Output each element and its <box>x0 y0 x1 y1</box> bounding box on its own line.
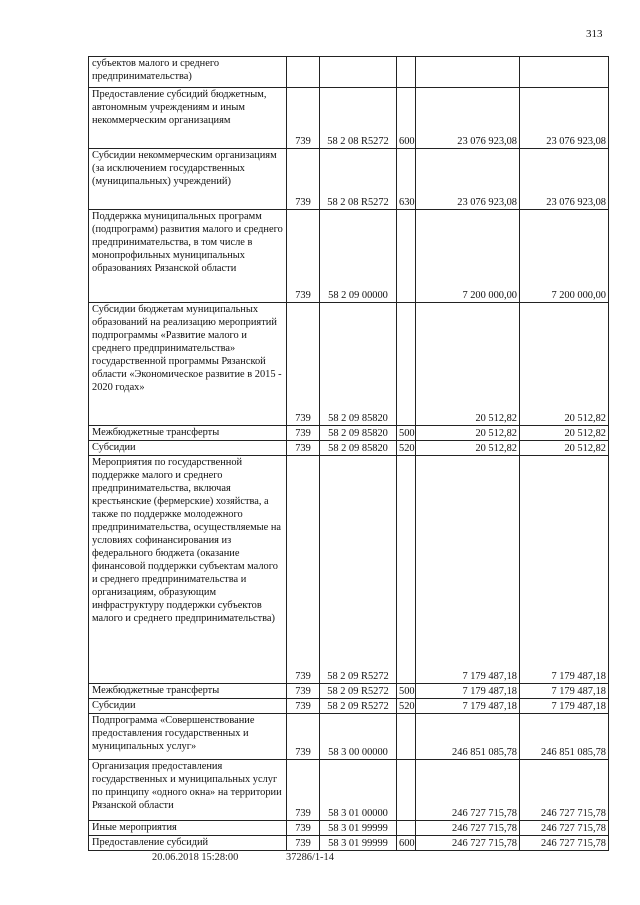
cell-code: 58 3 01 99999 <box>320 821 397 836</box>
cell-code: 58 3 01 99999 <box>320 836 397 851</box>
cell-code: 58 2 09 R5272 <box>320 684 397 699</box>
cell-admin: 739 <box>287 684 320 699</box>
cell-kind: 500 <box>397 684 416 699</box>
cell-admin: 739 <box>287 456 320 684</box>
cell-code: 58 2 09 85820 <box>320 426 397 441</box>
table-row <box>89 57 609 88</box>
budget-table <box>88 56 609 851</box>
cell-kind <box>397 456 416 684</box>
cell-kind: 520 <box>397 441 416 456</box>
cell-sum-2: 20 512,82 <box>520 426 609 441</box>
cell-sum-2: 246 727 715,78 <box>520 836 609 851</box>
cell-sum-2: 7 179 487,18 <box>520 684 609 699</box>
cell-admin: 739 <box>287 821 320 836</box>
cell-name: Межбюджетные трансферты <box>89 426 287 441</box>
cell-name: Субсидии бюджетам муниципальных образований на реализацию мероприятий подпрограммы «Развитие малого и среднего предпринимательства» государственной программы Рязанской области «Экономическое развитие в 2015 - 2020 годах» <box>89 303 287 426</box>
cell-kind <box>397 760 416 821</box>
cell-sum-1: 20 512,82 <box>416 303 520 426</box>
footer-date: 20.06.2018 15:28:00 <box>152 852 239 863</box>
table-row <box>89 149 609 210</box>
cell-admin: 739 <box>287 149 320 210</box>
cell-sum-2: 23 076 923,08 <box>520 88 609 149</box>
cell-name: Межбюджетные трансферты <box>89 684 287 699</box>
cell-sum-1: 23 076 923,08 <box>416 149 520 210</box>
cell-kind <box>397 714 416 760</box>
cell-sum-1: 7 179 487,18 <box>416 699 520 714</box>
cell-sum-1: 20 512,82 <box>416 426 520 441</box>
cell-name: Мероприятия по государственной поддержке малого и среднего предпринимательства, включая крестьянские (фермерские) хозяйства, а также по поддержке молодежного предпринимательства, осуществляемые на условиях софинансирования из федерального бюджета (оказание финансовой поддержки субъектам малого и среднего предпринимательства и организациям, образующим инфраструктуру поддержки субъектов малого и среднего предпринимательства) <box>89 456 287 684</box>
cell-code: 58 2 09 R5272 <box>320 699 397 714</box>
table-row <box>89 441 609 456</box>
cell-admin: 739 <box>287 210 320 303</box>
cell-name: Иные мероприятия <box>89 821 287 836</box>
cell-code: 58 2 08 R5272 <box>320 88 397 149</box>
page-number: 313 <box>586 28 603 40</box>
cell-sum-1: 7 200 000,00 <box>416 210 520 303</box>
cell-code: 58 2 08 R5272 <box>320 149 397 210</box>
cell-name: Субсидии некоммерческим организациям (за исключением государственных (муниципальных) учреждений) <box>89 149 287 210</box>
cell-sum-2: 20 512,82 <box>520 303 609 426</box>
cell-code: 58 2 09 85820 <box>320 441 397 456</box>
cell-kind <box>397 210 416 303</box>
table-row <box>89 836 609 851</box>
cell-sum-1: 246 851 085,78 <box>416 714 520 760</box>
cell-kind: 600 <box>397 88 416 149</box>
table-row <box>89 426 609 441</box>
cell-name: Организация предоставления государственных и муниципальных услуг по принципу «одного окна» на территории Рязанской области <box>89 760 287 821</box>
cell-admin: 739 <box>287 441 320 456</box>
cell-sum-1: 246 727 715,78 <box>416 821 520 836</box>
footer-doc-number: 37286/1-14 <box>286 852 334 863</box>
cell-code: 58 3 01 00000 <box>320 760 397 821</box>
cell-name: Предоставление субсидий бюджетным, автономным учреждениям и иным некоммерческим организациям <box>89 88 287 149</box>
cell-kind: 630 <box>397 149 416 210</box>
cell-sum-2: 20 512,82 <box>520 441 609 456</box>
cell-kind: 500 <box>397 426 416 441</box>
cell-code <box>320 57 397 88</box>
cell-admin: 739 <box>287 88 320 149</box>
cell-code: 58 2 09 85820 <box>320 303 397 426</box>
cell-kind <box>397 303 416 426</box>
table-row <box>89 456 609 684</box>
cell-sum-2: 7 200 000,00 <box>520 210 609 303</box>
cell-name: Поддержка муниципальных программ (подпрограмм) развития малого и среднего предпринимательства, в том числе в монопрофильных муниципальных образованиях Рязанской области <box>89 210 287 303</box>
cell-kind <box>397 821 416 836</box>
cell-sum-2: 23 076 923,08 <box>520 149 609 210</box>
cell-sum-1: 20 512,82 <box>416 441 520 456</box>
cell-name: Подпрограмма «Совершенствование предоставления государственных и муниципальных услуг» <box>89 714 287 760</box>
table-row <box>89 714 609 760</box>
cell-code: 58 3 00 00000 <box>320 714 397 760</box>
cell-sum-1: 7 179 487,18 <box>416 684 520 699</box>
cell-admin: 739 <box>287 760 320 821</box>
cell-sum-2: 7 179 487,18 <box>520 699 609 714</box>
cell-sum-1: 23 076 923,08 <box>416 88 520 149</box>
cell-sum-2: 246 727 715,78 <box>520 760 609 821</box>
cell-admin: 739 <box>287 836 320 851</box>
cell-sum-2: 7 179 487,18 <box>520 456 609 684</box>
budget-table-body <box>89 57 609 851</box>
cell-name: Предоставление субсидий <box>89 836 287 851</box>
cell-sum-1: 7 179 487,18 <box>416 456 520 684</box>
cell-code: 58 2 09 R5272 <box>320 456 397 684</box>
cell-admin: 739 <box>287 303 320 426</box>
cell-kind: 600 <box>397 836 416 851</box>
table-row <box>89 821 609 836</box>
table-row <box>89 684 609 699</box>
cell-name: субъектов малого и среднего предпринимательства) <box>89 57 287 88</box>
cell-sum-1 <box>416 57 520 88</box>
table-row <box>89 88 609 149</box>
cell-sum-1: 246 727 715,78 <box>416 836 520 851</box>
table-row <box>89 699 609 714</box>
cell-sum-2 <box>520 57 609 88</box>
cell-name: Субсидии <box>89 441 287 456</box>
cell-kind <box>397 57 416 88</box>
cell-sum-2: 246 851 085,78 <box>520 714 609 760</box>
table-row <box>89 760 609 821</box>
cell-admin: 739 <box>287 426 320 441</box>
cell-admin <box>287 57 320 88</box>
cell-sum-1: 246 727 715,78 <box>416 760 520 821</box>
cell-name: Субсидии <box>89 699 287 714</box>
cell-kind: 520 <box>397 699 416 714</box>
cell-code: 58 2 09 00000 <box>320 210 397 303</box>
cell-admin: 739 <box>287 714 320 760</box>
cell-admin: 739 <box>287 699 320 714</box>
table-row <box>89 210 609 303</box>
cell-sum-2: 246 727 715,78 <box>520 821 609 836</box>
table-row <box>89 303 609 426</box>
